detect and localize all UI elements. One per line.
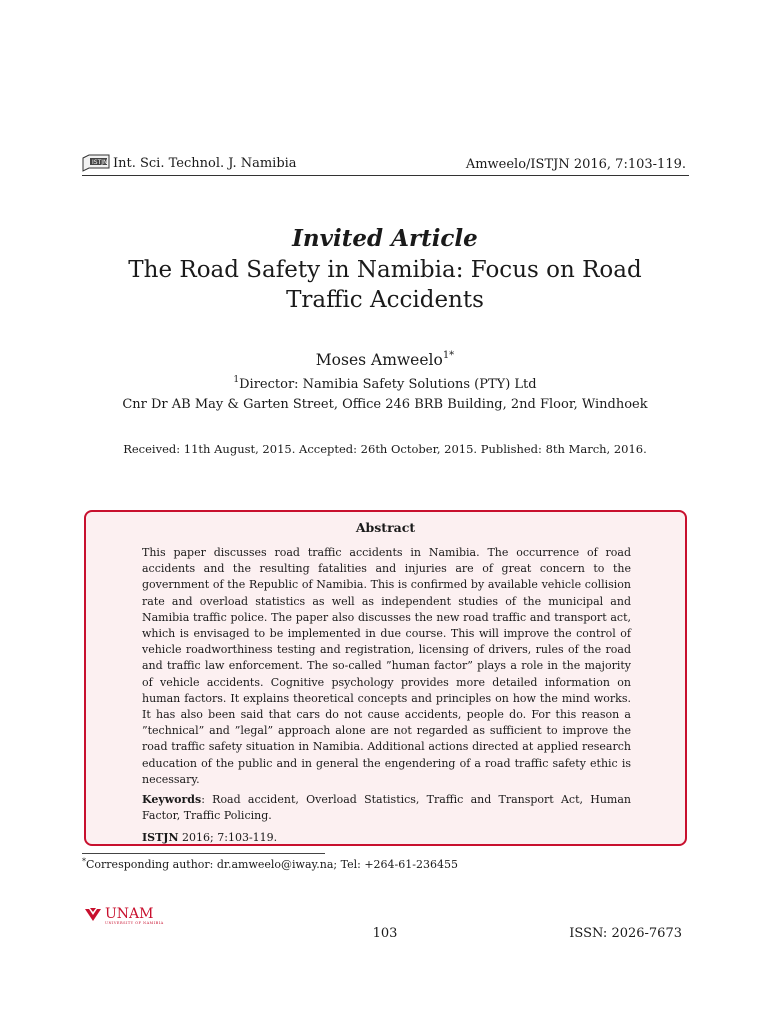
affiliation-text: Director: Namibia Safety Solutions (PTY) Ltd — [239, 377, 537, 392]
keywords-label: Keywords — [142, 793, 202, 807]
page-number: 103 — [372, 926, 398, 941]
logo-subtitle: UNIVERSITY OF NAMIBIA — [105, 921, 164, 925]
affiliation-line-1 — [0, 375, 770, 392]
keywords — [142, 792, 631, 824]
footnote-divider — [82, 853, 325, 854]
abstract-body — [142, 545, 631, 847]
author-name: Moses Amweelo — [315, 351, 443, 369]
header-divider — [82, 175, 689, 176]
unam-logo — [84, 907, 164, 926]
affiliation-marker: 1 — [233, 375, 240, 385]
journal-header — [82, 154, 297, 172]
issn: ISSN: 2026-7673 — [569, 926, 682, 941]
footnote-text: Corresponding author: dr.amweelo@iway.na; Tel: +264-61-236455 — [86, 858, 458, 871]
unam-logo-icon — [84, 907, 102, 923]
istjn-label: ISTJN — [142, 831, 179, 845]
affiliation-line-2: Cnr Dr AB May & Garten Street, Office 246 BRB Building, 2nd Floor, Windhoek — [122, 397, 648, 412]
citation-header: Amweelo/ISTJN 2016, 7:103-119. — [465, 157, 686, 172]
abstract-text: This paper discusses road traffic accidents in Namibia. The occurrence of road accidents and the resulting fatalities and injuries are of great concern to the government of the Republic of Namibia. This is confirmed by available vehicle collision rate and overload statistics as well as independent studies of the municipal and Namibia traffic police. The paper also discusses the new road traffic and transport act, which is envisaged to be implemented in due course. This will improve the control of vehicle roadworthiness testing and registration, licensing of drivers, rules of the road and traffic law enforcement. The so-called ”human factor” plays a role in the majority of vehicle accidents. Cognitive psychology provides more detailed information on human factors. It explains theoretical concepts and principles on how the mind works. It has also been said that cars do not cause accidents, people do. For this reason a ”technical” and ”legal” approach alone are not regarded as sufficient to improve the road traffic safety situation in Namibia. Additional actions directed at applied research education of the public and in general the engendering of a road traffic safety ethic is necessary. — [142, 546, 631, 786]
logo-word: UNAM — [105, 906, 154, 922]
istjn-reference — [142, 830, 631, 846]
publication-dates: Received: 11th August, 2015. Accepted: 26th October, 2015. Published: 8th March, 2016. — [123, 442, 647, 456]
author-marker: 1* — [442, 350, 455, 361]
journal-name: Int. Sci. Technol. J. Namibia — [113, 155, 297, 171]
abstract-heading: Abstract — [355, 520, 416, 535]
author — [0, 350, 770, 369]
page-title: The Road Safety in Namibia: Focus on Road Traffic Accidents — [128, 257, 642, 313]
abstract-box — [84, 510, 687, 846]
istjn-ref: 2016; 7:103-119. — [178, 831, 278, 845]
footnote-marker: * — [82, 857, 86, 866]
footnote — [82, 857, 458, 871]
keywords-list: : Road accident, Overload Statistics, Traffic and Transport Act, Human Factor, Traffic Policing. — [142, 793, 631, 823]
svg-text:ISTJN: ISTJN — [92, 159, 108, 166]
article-type: Invited Article — [292, 225, 478, 252]
journal-logo-icon — [82, 154, 110, 172]
